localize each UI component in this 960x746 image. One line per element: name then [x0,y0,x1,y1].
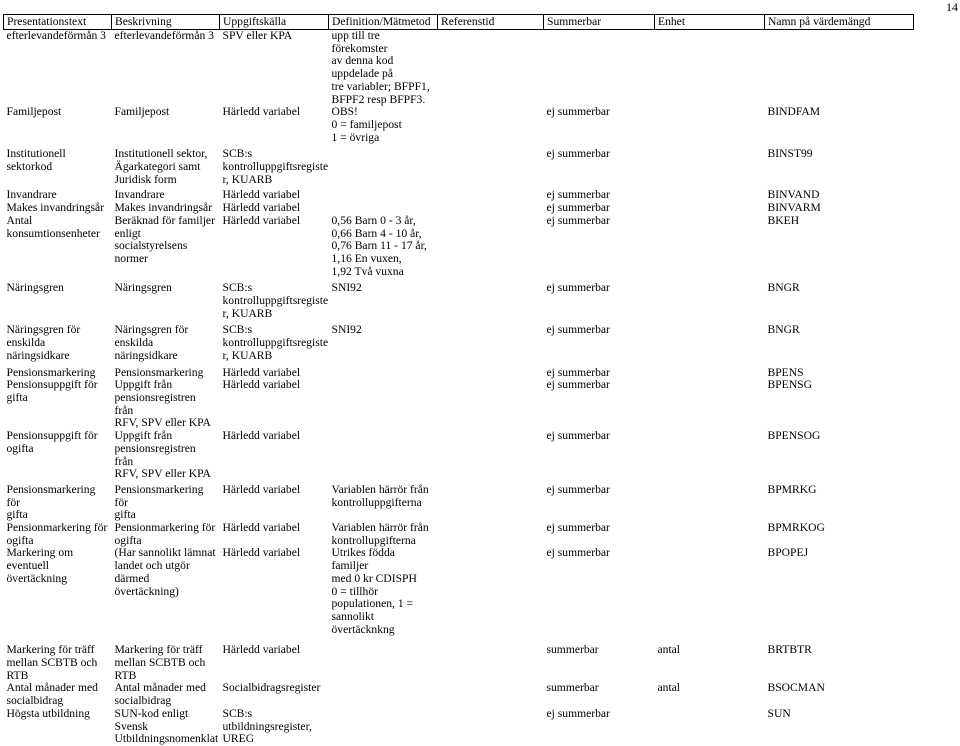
table-cell: Pensionmarkering för ogifta [6,522,108,547]
table-cell: BINVAND [767,189,820,202]
table-cell: ej summerbar [546,282,610,295]
table-cell [544,30,655,107]
table-cell [438,202,544,215]
table-cell: Härledd variabel [222,106,301,119]
table-cell: Makes invandringsår [114,202,213,215]
table-row [4,522,914,547]
table-cell: summerbar [546,682,599,695]
table-cell: BPOPEJ [767,547,809,560]
table-cell [438,30,544,107]
table-cell: ej summerbar [546,522,610,535]
table-cell: ej summerbar [546,707,610,720]
table-cell: SCB:s kontrolluppgiftsregiste r, KUARB [222,282,329,320]
table-cell: SCB:s kontrolluppgiftsregiste r, KUARB [222,148,329,186]
row-spacer [4,636,914,644]
table-row [4,367,914,380]
table-cell [655,379,765,430]
table-cell: Uppgift från pensionsregistren från RFV, SPV eller KPA [114,430,211,481]
table-cell: Pensionsuppgift för ogifta [6,430,98,455]
table-cell: upp till tre förekomster av denna kod uppdelade på tre variabler; BFPF1, BFPF2 resp BFPF3. [331,29,430,106]
table-cell [655,430,765,481]
table-cell [329,644,438,682]
table-cell: ej summerbar [546,324,610,337]
table-row [4,202,914,215]
table-cell: Härledd variabel [222,214,301,227]
table-cell [329,202,438,215]
table-cell: Antal månader med socialbidrag [114,682,206,708]
table-cell: BINST99 [767,148,813,161]
table-cell: Markering om eventuell övertäckning [6,547,74,585]
table-cell [655,367,765,380]
table-row [4,189,914,202]
table-cell: ej summerbar [546,547,610,560]
column-header: Enhet [655,15,765,30]
table-cell: SPV eller KPA [222,29,293,42]
table-cell: BKEH [767,214,800,227]
table-cell: Näringsgren för enskilda näringsidkare [114,324,189,362]
table-cell: BPENSOG [767,430,821,443]
table-cell: Pensionsmarkering för gifta [6,483,96,522]
table-cell [655,282,765,320]
table-cell: ej summerbar [546,430,610,443]
variable-table [3,14,914,746]
table-cell: efterlevandeförmån 3 [114,29,214,42]
table-cell [655,708,765,746]
table-cell [329,189,438,202]
table-cell: ej summerbar [546,148,610,161]
column-header: Uppgiftskälla [220,15,329,30]
column-header: Definition/Mätmetod [329,15,438,30]
table-cell [655,189,765,202]
table-cell: Utrikes födda familjer med 0 kr CDISPH 0 = tillhör populationen, 1 = sannolikt övertäcknkng [331,547,417,636]
table-cell: Härledd variabel [222,189,301,202]
table-cell: ej summerbar [546,202,610,215]
table-cell [655,324,765,362]
table-cell: Institutionell sektorkod [6,148,66,174]
table-cell: Härledd variabel [222,547,301,560]
table-cell: Familjepost [6,106,62,119]
table-cell: SCB:s utbildningsregister, UREG [222,707,312,746]
spacer-cell [4,636,914,644]
table-cell: SUN-kod enligt Svensk Utbildningsnomenklat [114,707,219,746]
table-cell: Makes invandringsår [6,202,105,215]
table-cell [438,430,544,481]
table-cell: antal [657,682,681,695]
table-cell: Näringsgren för enskilda näringsidkare [6,324,81,362]
table-cell [438,106,544,144]
table-cell [438,379,544,430]
table-cell [438,682,544,707]
table-cell: ej summerbar [546,483,610,496]
table-cell [655,547,765,636]
table-cell: ej summerbar [546,214,610,227]
table-cell: SNI92 [331,324,362,337]
table-cell: SNI92 [331,282,362,295]
table-cell: Familjepost [114,106,170,119]
table-cell: antal [657,644,681,657]
table-cell: ej summerbar [546,189,610,202]
table-cell [655,484,765,522]
table-cell: 0,56 Barn 0 - 3 år, 0,66 Barn 4 - 10 år, 0,76 Barn 11 - 17 år, 1,16 En vuxen, 1,92 Två vuxna [331,214,427,278]
table-cell: ej summerbar [546,379,610,392]
table-cell [655,106,765,144]
table-cell: BPENSG [767,379,812,392]
table-cell: BPMRKG [767,483,817,496]
table-cell [655,215,765,279]
table-cell [329,682,438,707]
table-cell: OBS! 0 = familjepost 1 = övriga [331,106,402,144]
table-cell [438,282,544,320]
table-row [4,106,914,144]
table-cell: Antal månader med socialbidrag [6,682,98,708]
table-cell: BNGR [767,282,800,295]
table-cell [438,324,544,362]
table-cell: summerbar [546,644,599,657]
table-cell: Markering för träff mellan SCBTB och RTB [114,644,206,682]
table-cell: Härledd variabel [222,379,301,392]
table-cell [655,148,765,186]
table-cell: Härledd variabel [222,366,301,379]
table-row [4,282,914,320]
table-cell [765,30,914,107]
table-cell: Uppgift från pensionsregistren från RFV, SPV eller KPA [114,379,211,430]
table-row [4,682,914,707]
table-cell: BINVARM [767,202,821,215]
table-cell: BPENS [767,366,804,379]
table-cell [438,215,544,279]
table-cell: Beräknad för familjer enligt socialstyrelsens normer [114,214,215,265]
table-row [4,379,914,430]
table-cell [438,148,544,186]
table-cell [438,708,544,746]
table-cell: BRTBTR [767,644,812,657]
column-header: Namn på värdemängd [765,15,914,30]
table-cell: Härledd variabel [222,430,301,443]
table-cell: Härledd variabel [222,202,301,215]
table-cell: Institutionell sektor, Ägarkategori samt Juridisk form [114,148,208,186]
table-cell: Härledd variabel [222,483,301,496]
table-row [4,708,914,746]
table-cell: SUN [767,707,791,720]
table-cell: (Har sannolikt lämnat landet och utgör därmed övertäckning) [114,547,216,598]
table-body [4,30,914,746]
table-cell: Pensionsuppgift för gifta [6,379,98,404]
table-cell [438,367,544,380]
table-cell [329,367,438,380]
table-row [4,215,914,279]
table-cell: Näringsgren [6,282,64,295]
table-cell: BNGR [767,324,800,337]
column-header: Summerbar [544,15,655,30]
table-cell: Markering för träff mellan SCBTB och RTB [6,644,98,682]
table-cell: Socialbidragsregister [222,682,321,695]
table-cell: Variablen härrör från kontrollupgifterna [331,522,429,547]
table-row [4,324,914,362]
table-cell: ej summerbar [546,106,610,119]
table-cell: Pensionsmarkering för gifta [114,483,204,522]
table-cell: BPMRKOG [767,522,825,535]
table-cell [655,522,765,547]
table-row [4,484,914,522]
table-row [4,547,914,636]
table-cell [329,708,438,746]
table-cell [438,189,544,202]
table-row [4,148,914,186]
table-cell: Härledd variabel [222,522,301,535]
column-header: Beskrivning [112,15,220,30]
table-cell: Högsta utbildning [6,707,90,720]
header-row [4,15,914,30]
table-cell [329,148,438,186]
table-cell [329,379,438,430]
column-header: Referenstid [438,15,544,30]
table-cell: BSOCMAN [767,682,825,695]
table-cell: Pensionmarkering för ogifta [114,522,216,547]
table-cell: Invandrare [6,189,57,202]
table-cell [438,644,544,682]
table-row [4,644,914,682]
table-cell [655,30,765,107]
table-cell [329,430,438,481]
table-row [4,430,914,481]
table-cell: SCB:s kontrolluppgiftsregiste r, KUARB [222,324,329,362]
table-cell [438,547,544,636]
table-cell [655,202,765,215]
table-cell: Variablen härrör från kontrolluppgifterna [331,483,429,509]
table-cell: BINDFAM [767,106,821,119]
table-row [4,30,914,107]
table-cell: Pensionsmarkering [114,366,204,379]
table-cell: ej summerbar [546,366,610,379]
table-cell [438,522,544,547]
page-number: 14 [946,0,958,14]
table-cell [438,484,544,522]
table-cell: Invandrare [114,189,165,202]
column-header: Presentationstext [4,15,112,30]
table-cell: Antal konsumtionsenheter [6,214,100,240]
table-cell: Pensionsmarkering [6,366,96,379]
table-cell: Härledd variabel [222,644,301,657]
table-cell: Näringsgren [114,282,172,295]
table-cell: efterlevandeförmån 3 [6,29,106,42]
